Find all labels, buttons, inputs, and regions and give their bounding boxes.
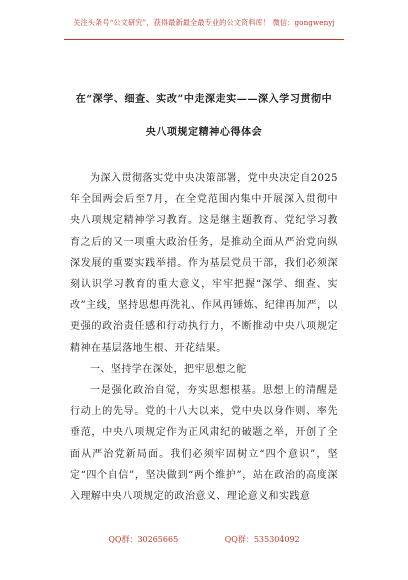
paragraph-intro: 为深入贯彻落实党中央决策部署，党中央决定自2025年全国两会后至7月，在全党范围内集中开展深入贯彻中央八项规定精神学习教育。这是继主题教育、党纪学习教育之后的又一项重大政治任务，是推动全面从严治党向纵深发展的重要实践举措。作为基层党员干部，我们必须深刻认识学习教育的重大意义，牢牢把握“深学、细查、实改”主线，坚持思想再洗礼、作风再锤炼、纪律再加严，以更强的政治责任感和行动执行力，不断推动中央八项规定精神在基层落地生根、开花结果。 [70, 173, 338, 354]
document-title-line1: 在“深学、细查、实改”中走深走实——深入学习贯彻中 [75, 94, 333, 105]
header-note: 关注头条号“公文研究”，获得最新最全最专业的公文资料库！ 微信：gongwenyj [73, 18, 335, 27]
document-title-line2: 央八项规定精神心得体会 [145, 127, 263, 138]
footer-qq-group-1: QQ群：30265665 [108, 535, 179, 544]
paragraph-1: 一是强化政治自觉，夯实思想根基。思想上的清醒是行动上的先导。党的十八大以来，党中央以身作则、率先垂范，中央八项规定作为正风肃纪的破题之举，开创了全面从严治党新局面。我们必须牢固树立“四个意识”，坚定“四个自信”，坚决做到“两个维护”，站在政治的高度深入理解中央八项规定的政治意义、理论意义和实践意 [70, 385, 338, 503]
header-divider [64, 39, 344, 40]
document-body [70, 168, 338, 507]
footer-qq-group-2: QQ群：535304092 [224, 535, 300, 544]
section-heading-1: 一、坚持学在深处，把牢思想之舵 [90, 363, 247, 375]
footer [0, 534, 408, 545]
